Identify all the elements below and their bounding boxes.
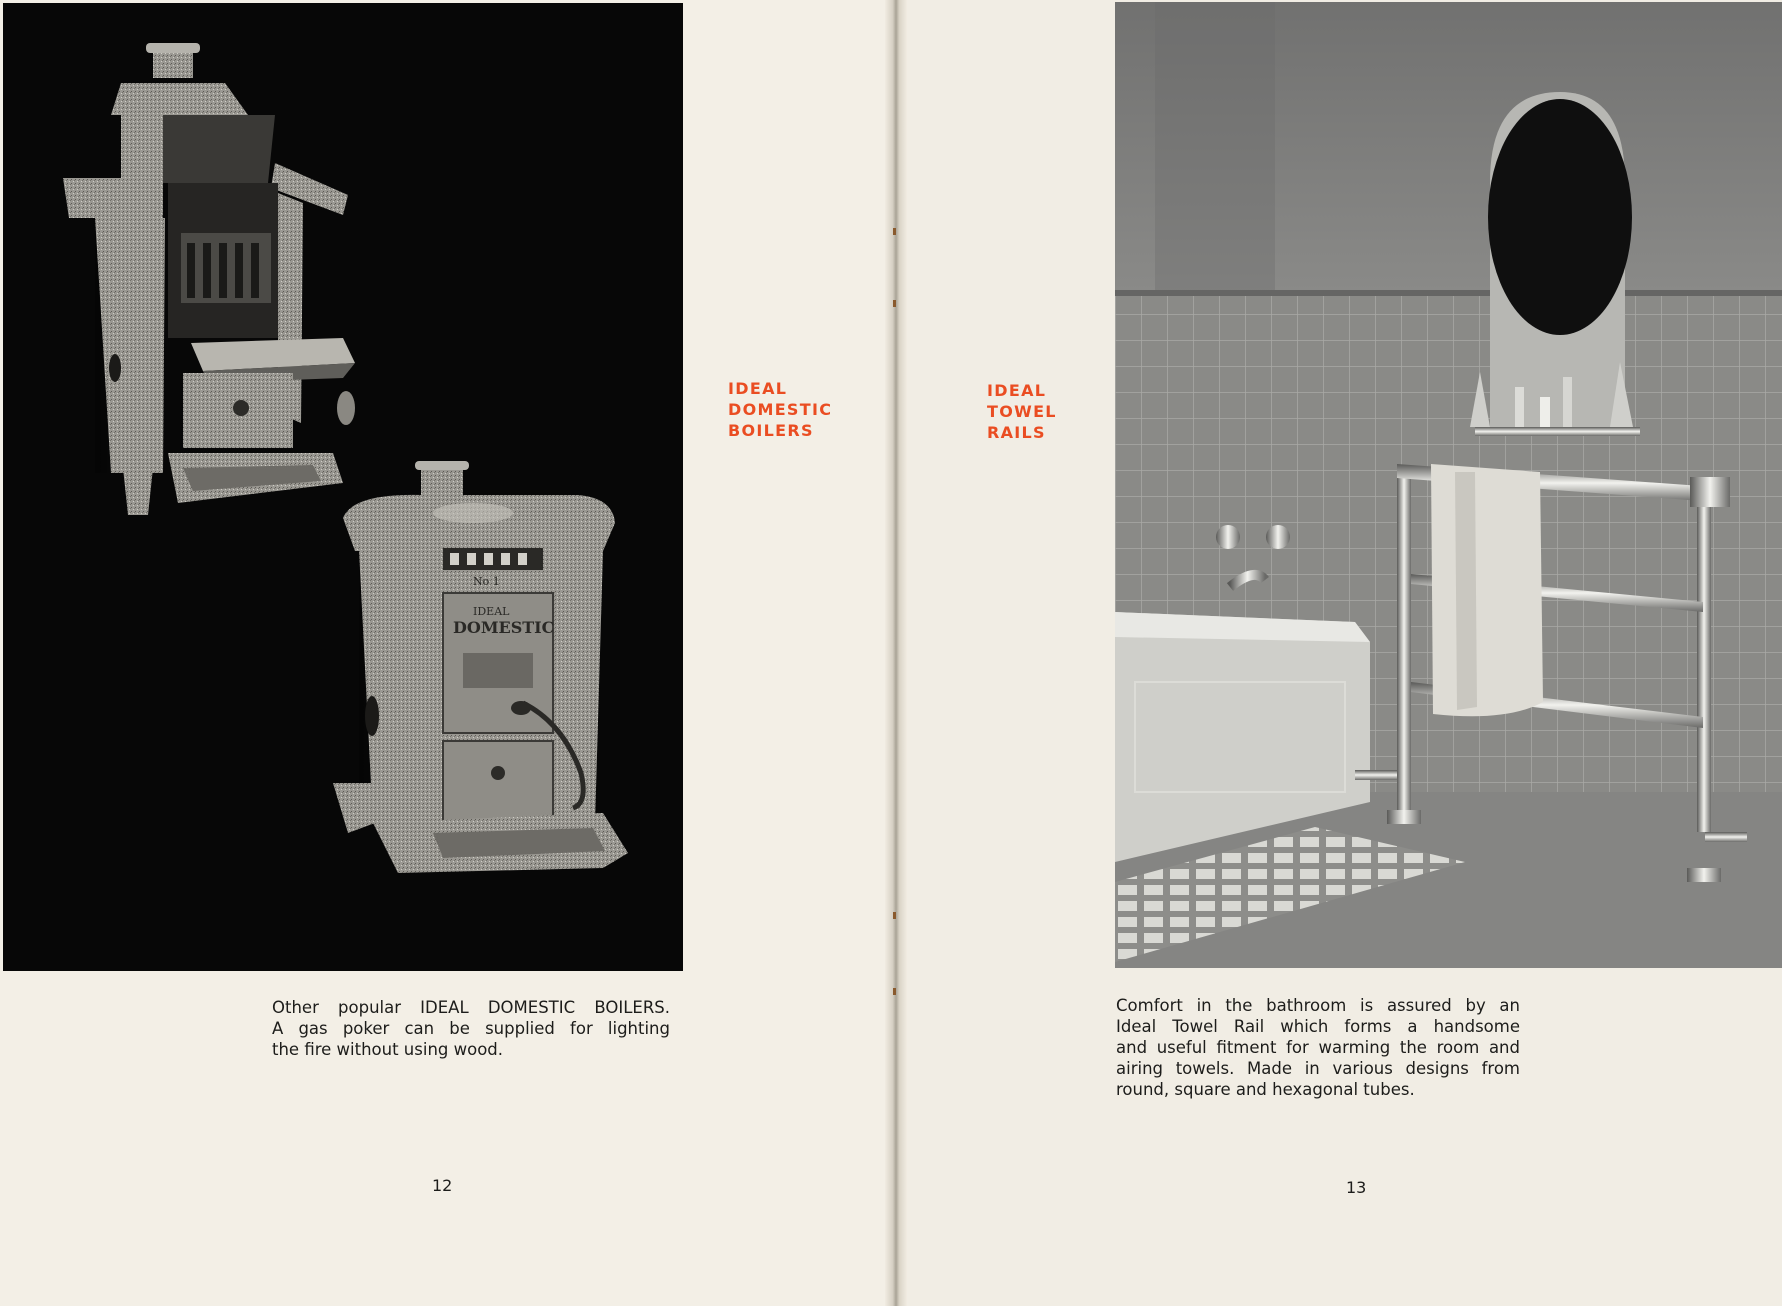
boilers-photo — [3, 3, 683, 971]
boilers-heading-line: BOILERS — [728, 421, 814, 440]
boilers-heading-line: IDEAL — [728, 379, 788, 398]
binding-mark — [893, 988, 896, 995]
caption-line: A gas poker can be supplied for lighting — [272, 1019, 670, 1038]
page-number-left: 12 — [432, 1176, 453, 1195]
caption-line: and useful fitment for warming the room and — [1116, 1038, 1520, 1057]
towel-rails-heading-line: TOWEL — [987, 402, 1057, 421]
binding-mark — [893, 228, 896, 235]
towel-rails-heading-line: RAILS — [987, 423, 1046, 442]
closed-boiler-illustration — [333, 461, 628, 873]
towel-rails-heading-line: IDEAL — [987, 381, 1047, 400]
caption-line: round, square and hexagonal tubes. — [1116, 1080, 1415, 1099]
caption-line: Comfort in the bathroom is assured by an — [1116, 996, 1520, 1015]
svg-text:IDEAL: IDEAL — [473, 605, 510, 618]
towel-rails-heading — [987, 380, 1057, 443]
svg-text:No 1: No 1 — [473, 575, 500, 588]
bathroom-photo — [1115, 2, 1782, 968]
svg-text:DOMESTIC: DOMESTIC — [453, 618, 555, 637]
caption-line: airing towels. Made in various designs from — [1116, 1059, 1520, 1078]
mirror-illustration — [1470, 92, 1640, 436]
page-number-right: 13 — [1346, 1178, 1367, 1197]
boilers-heading-line: DOMESTIC — [728, 400, 833, 419]
towel-rails-caption — [1116, 995, 1520, 1100]
binding-mark — [893, 912, 896, 919]
caption-line: Other popular IDEAL DOMESTIC BOILERS. — [272, 998, 670, 1017]
binding-mark — [893, 300, 896, 307]
boilers-caption — [272, 997, 670, 1060]
caption-line: Ideal Towel Rail which forms a handsome — [1116, 1017, 1520, 1036]
open-boiler-illustration — [63, 43, 355, 515]
book-gutter — [885, 0, 907, 1306]
caption-line: the fire without using wood. — [272, 1040, 504, 1059]
boilers-heading — [728, 378, 832, 441]
